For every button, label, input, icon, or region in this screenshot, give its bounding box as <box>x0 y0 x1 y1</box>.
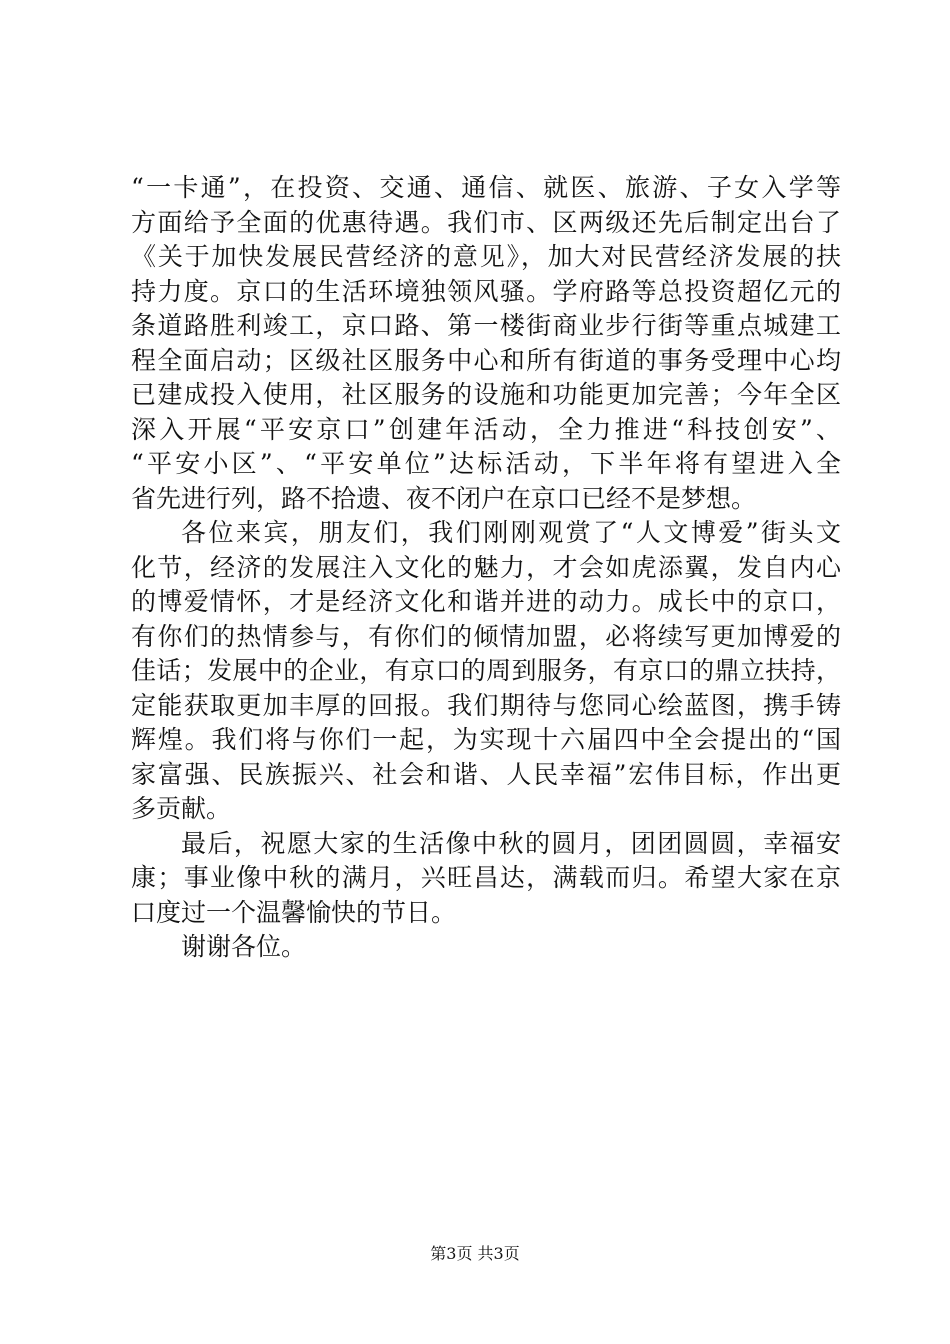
text-line: 方面给予全面的优惠待遇。我们市、区两级还先后制定出台了 <box>131 207 841 237</box>
text-line: 省先进行列，路不拾遗、夜不闭户在京口已经不是梦想。 <box>131 483 757 513</box>
text-line: 持力度。京口的生活环境独领风骚。学府路等总投资超亿元的 <box>131 276 841 306</box>
speech-body-text <box>131 171 841 965</box>
text-line: 已建成投入使用，社区服务的设施和功能更加完善；今年全区 <box>131 380 841 409</box>
text-line: 口度过一个温馨愉快的节日。 <box>131 897 457 927</box>
text-line: 最后，祝愿大家的生活像中秋的圆月，团团圆圆，幸福安 <box>181 828 841 858</box>
text-line: 谢谢各位。 <box>181 932 307 961</box>
text-line: 深入开展“平安京口”创建年活动，全力推进“科技创安”、 <box>131 414 841 444</box>
text-line: 有你们的热情参与，有你们的倾情加盟，必将续写更加博爱的 <box>131 621 841 651</box>
text-line: “一卡通”，在投资、交通、通信、就医、旅游、子女入学等 <box>131 173 841 202</box>
text-line: 化节，经济的发展注入文化的魅力，才会如虎添翼，发自内心 <box>131 552 841 582</box>
text-line: 康；事业像中秋的满月，兴旺昌达，满载而归。希望大家在京 <box>131 863 841 892</box>
text-line: 的博爱情怀，才是经济文化和谐并进的动力。成长中的京口， <box>131 587 841 616</box>
page-number-footer: 第3页 共3页 <box>430 1244 520 1263</box>
text-line: 各位来宾，朋友们，我们刚刚观赏了“人文博爱”街头文 <box>181 518 841 547</box>
text-line: 多贡献。 <box>131 794 232 823</box>
text-line: 《关于加快发展民营经济的意见》，加大对民营经济发展的扶 <box>131 242 841 271</box>
text-line: 定能获取更加丰厚的回报。我们期待与您同心绘蓝图，携手铸 <box>131 690 841 720</box>
text-line: 程全面启动；区级社区服务中心和所有街道的事务受理中心均 <box>131 345 841 375</box>
text-line: 辉煌。我们将与你们一起，为实现十六届四中全会提出的“国 <box>131 725 841 754</box>
text-line: “平安小区”、“平安单位”达标活动，下半年将有望进入全 <box>131 449 841 478</box>
text-line: 佳话；发展中的企业，有京口的周到服务，有京口的鼎立扶持， <box>131 656 841 685</box>
text-line: 家富强、民族振兴、社会和谐、人民幸福”宏伟目标，作出更 <box>131 759 841 789</box>
text-line: 条道路胜利竣工，京口路、第一楼街商业步行街等重点城建工 <box>131 311 841 340</box>
